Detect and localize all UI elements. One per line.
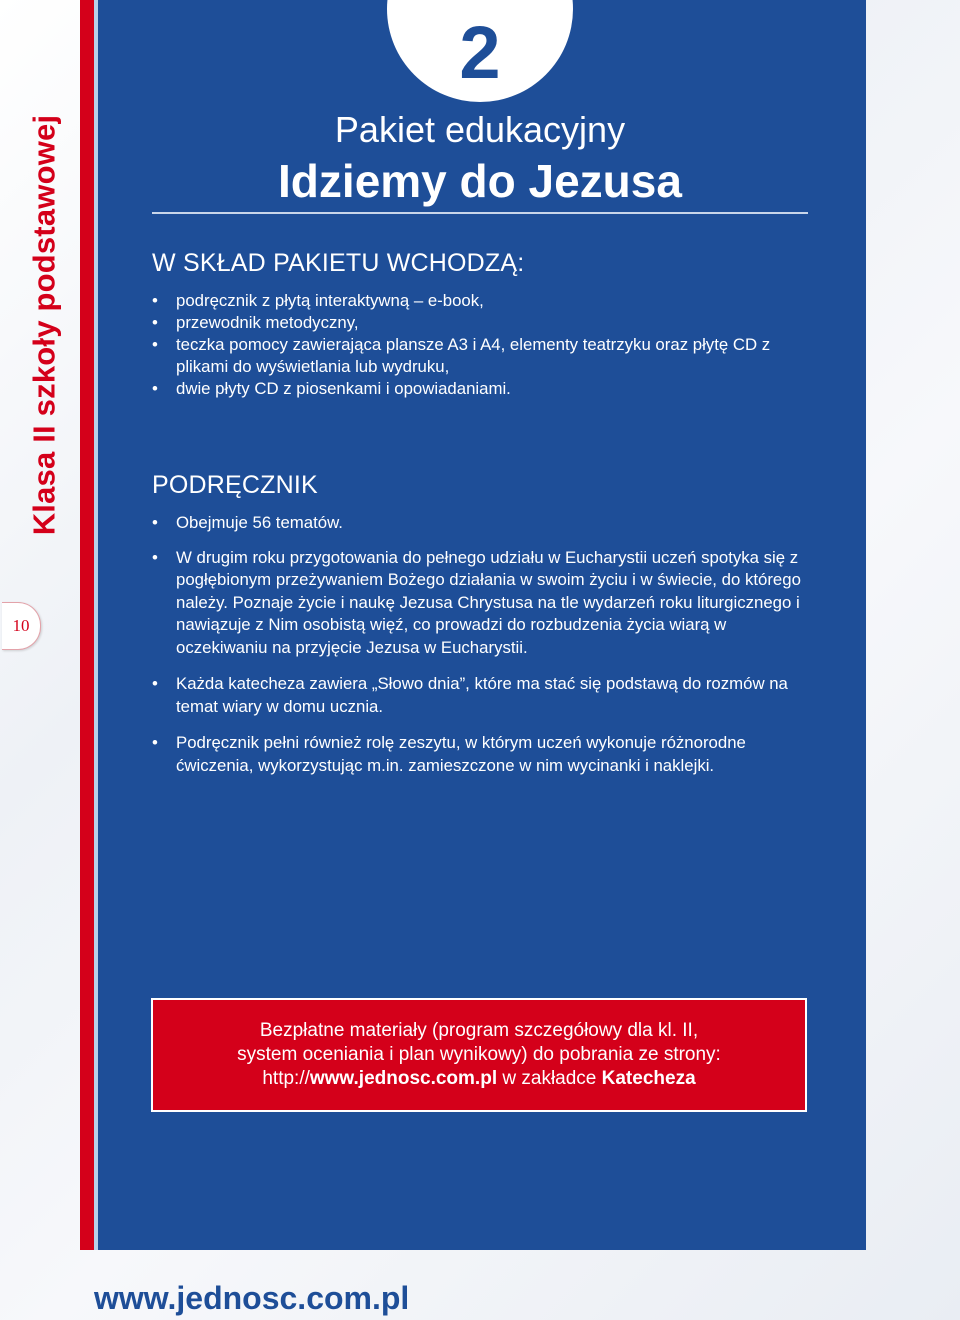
list-item [152,673,812,718]
list-item [152,732,812,777]
tab-name: Katecheza [601,1068,696,1089]
badge-number: 2 [459,11,501,94]
section-heading-textbook: PODRĘCZNIK [152,471,318,499]
cta-line-1: Bezpłatne materiały (program szczegółowy dla kl. II, [259,1020,699,1041]
section-heading-package: W SKŁAD PAKIETU WCHODZĄ: [152,249,525,277]
page-number-tab [2,602,41,650]
list-item [152,378,812,400]
download-link[interactable]: www.jednosc.com.pl [309,1068,498,1089]
list-item-text: przewodnik metodyczny, [176,313,359,332]
cta-connector: w zakładce [497,1068,602,1089]
bullet-icon: • [152,513,158,532]
title-divider [152,212,808,214]
list-item-text: Każda katecheza zawiera „Słowo dnia”, które ma stać się podstawą do rozmów na temat wiary w domu ucznia. [176,674,788,716]
list-item-text: dwie płyty CD z piosenkami i opowiadaniami. [176,379,511,398]
list-item [152,512,812,535]
page-title: Idziemy do Jezusa [278,155,682,207]
list-item [152,547,812,660]
page-subtitle: Pakiet edukacyjny [334,109,626,150]
list-item [152,312,812,334]
list-item [152,290,812,312]
textbook-features-list [152,512,812,791]
bullet-icon: • [152,313,158,332]
cta-line-3 [262,1067,695,1091]
download-info-box [151,998,807,1112]
list-item-text: Podręcznik pełni również rolę zeszytu, w którym uczeń wykonuje różnorodne ćwiczenia, wykorzystując m.in. zamieszczone w nim wycinanki i naklejki. [176,733,746,775]
vertical-class-title: Klasa II szkoły podstawowej [26,114,61,536]
page-number: 10 [12,616,30,635]
list-item-text: podręcznik z płytą interaktywną – e-book, [176,291,484,310]
cta-line-2: system oceniania i plan wynikowy) do pobrania ze strony: [237,1044,721,1065]
bullet-icon: • [152,335,158,354]
package-contents-list [152,290,812,400]
list-item-text: W drugim roku przygotowania do pełnego udziału w Eucharystii uczeń spotyka się z pogłębionym przeżywaniem Bożego działania w swoim życiu i w świecie, do którego należy. Poznaje życie i naukę Jezusa Chrystusa na tle wydarzeń roku liturgicznego i nawiązuje z Nim osobistą więź, co prowadzi do rozbudzenia życia wiarą w oczekiwaniu na przyjęcie Jezusa w Eucharystii. [176,547,801,657]
bullet-icon: • [152,291,158,310]
footer-website-link[interactable]: www.jednosc.com.pl [94,1280,410,1316]
side-title [22,105,66,545]
bullet-icon: • [152,379,158,398]
bullet-icon: • [152,733,158,752]
bullet-icon: • [152,547,158,567]
list-item [152,334,812,378]
list-item-text: teczka pomocy zawierająca plansze A3 i A4, elementy teatrzyku oraz płytę CD z plikami do wyświetlania lub wydruku, [176,335,771,376]
list-item-text: Obejmuje 56 tematów. [176,513,343,532]
red-stripe [80,0,94,1250]
url-prefix: http:// [262,1068,310,1089]
bullet-icon: • [152,674,158,693]
